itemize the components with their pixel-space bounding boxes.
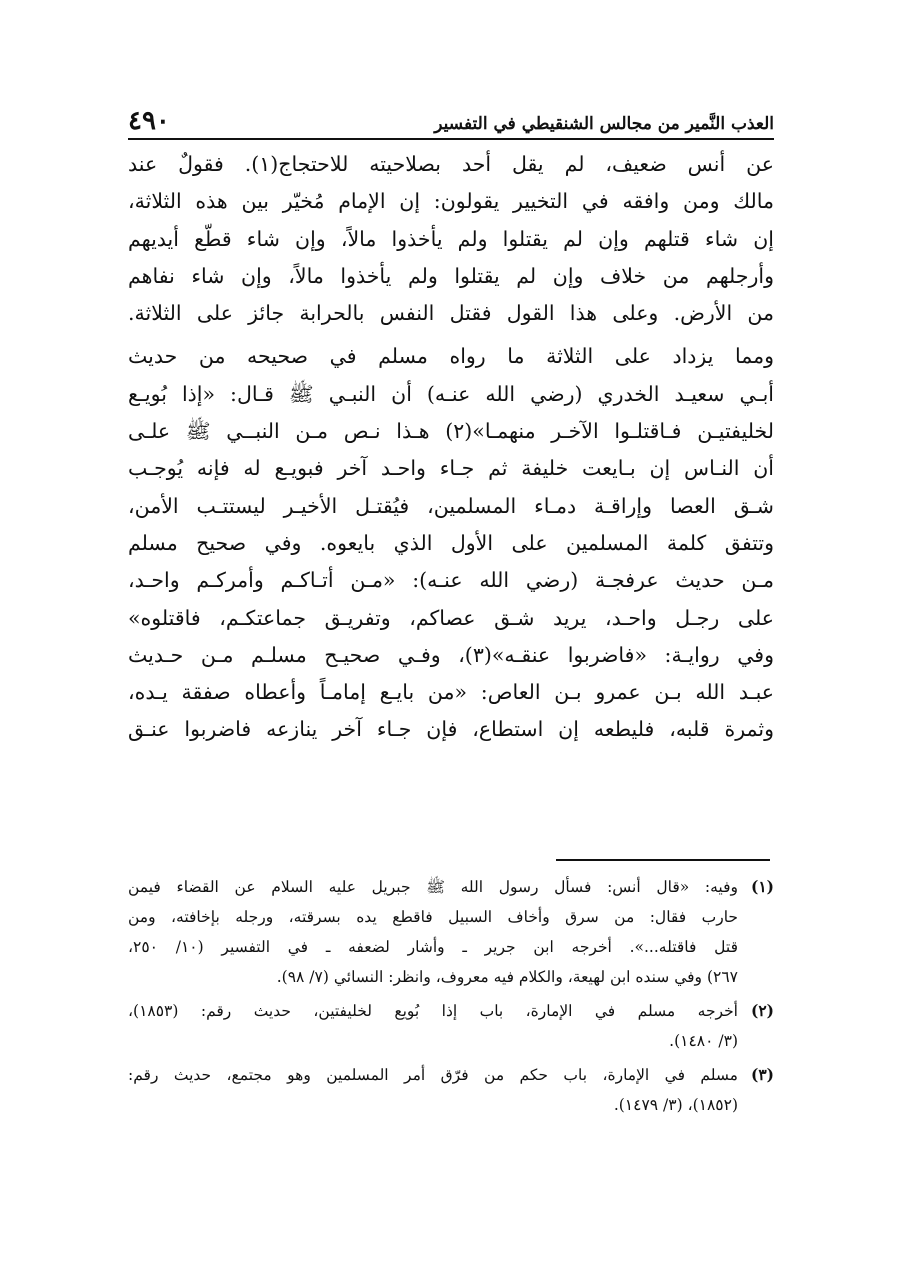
footnote-text (128, 996, 738, 1056)
footnote-line: أخرجه مسلم في الإمارة، باب إذا بُويع لخليفتين، حديث رقم: (١٨٥٣)، (128, 1002, 738, 1020)
footnote-3 (128, 1060, 774, 1120)
text-line: إن شاء قتلهم وإن لم يقتلوا ولم يأخذوا مالاً، وإن شاء قطّع أيديهم (128, 226, 774, 251)
text-line: ومما يزداد على الثلاثة ما رواه مسلم في صحيحه من حديث (128, 344, 774, 369)
footnote-separator (556, 859, 770, 861)
text-line: مالك ومن وافقه في التخيير يقولون: إن الإمام مُخيّر بين هذه الثلاثة، (128, 189, 775, 214)
text-line: على رجـل واحـد، يريد شـق عصاكم، وتفريـق جماعتكـم، فاقتلوه» (128, 605, 774, 630)
footnote-line: قتل فاقتله...». أخرجه ابن جرير ـ وأشار لضعفه ـ في التفسير (١٠/ ٢٥٠، (128, 938, 738, 956)
text-line: أبـي سعيـد الخدري (رضي الله عنـه) أن النبـي ﷺ قـال: «إذا بُويـع (128, 381, 774, 406)
text-line: وتتفق كلمة المسلمين على الأول الذي بايعوه. وفي صحيح مسلم (128, 530, 774, 555)
footnote-number: (٢) (750, 1001, 774, 1020)
text-line: وفي روايـة: «فاضربوا عنقـه»(٣)، وفـي صحيـح مسلـم مـن حـديث (128, 642, 775, 667)
footnotes (128, 872, 774, 1120)
text-line: لخليفتيـن فـاقتلـوا الآخـر منهمـا»(٢) هـذا نـص مـن النبــي ﷺ علـى (128, 419, 775, 444)
page-number: ٤٩٠ (128, 106, 170, 136)
footnote-line: مسلم في الإمارة، باب حكم من فرّق أمر المسلمين وهو مجتمع، حديث رقم: (128, 1066, 738, 1084)
footnote-line: (١٨٥٢)، (٣/ ١٤٧٩). (613, 1096, 738, 1114)
text-line: وأرجلهم من خلاف وإن لم يقتلوا ولم يأخذوا مالاً، وإن شاء نفاهم (128, 263, 774, 288)
footnote-line: (٣/ ١٤٨٠). (669, 1032, 738, 1050)
page-header (128, 98, 774, 140)
footnote-line: حارب فقال: من سرق وأخاف السبيل فاقطع يده بسرقته، ورجله بإخافته، ومن (128, 908, 738, 926)
footnote-text (128, 1060, 738, 1120)
footnote-line: ٢٦٧) وفي سنده ابن لهيعة، والكلام فيه معروف، وانظر: النسائي (٧/ ٩٨). (276, 968, 738, 986)
main-text (128, 146, 774, 749)
text-line: أن النـاس إن بـايعت خليفة ثم جـاء واحـد آخر فبويـع له فإنه يُوجـب (128, 456, 774, 481)
text-line: شـق العصا وإراقـة دمـاء المسلمين، فيُقتـل الأخيـر ليستتـب الأمن، (128, 493, 774, 518)
text-line: مـن حديث عرفجـة (رضي الله عنـه): «مـن أتـاكـم وأمركـم واحـد، (128, 568, 774, 593)
footnote-line: وفيه: «قال أنس: فسأل رسول الله ﷺ جبريل عليه السلام عن القضاء فيمن (128, 878, 738, 896)
footnote-text (128, 872, 738, 992)
footnote-number: (١) (750, 877, 774, 896)
footnote-1 (128, 872, 774, 992)
footnote-number: (٣) (750, 1065, 774, 1084)
text-line: وثمرة قلبه، فليطعه إن استطاع، فإن جـاء آخر ينازعه فاضربوا عنـق (128, 717, 774, 742)
footnote-2 (128, 996, 774, 1056)
text-line: عبـد الله بـن عمرو بـن العاص: «من بايـع إمامـاً وأعطاه صفقة يـده، (128, 680, 774, 705)
text-line: من الأرض. وعلى هذا القول فقتل النفس بالحرابة جائز على الثلاثة. (128, 301, 774, 326)
running-title: العذب النَّمير من مجالس الشنقيطي في التفسير (434, 114, 774, 134)
text-line: عن أنس ضعيف، لم يقل أحد بصلاحيته للاحتجاج(١). فقولٌ عند (128, 152, 774, 176)
